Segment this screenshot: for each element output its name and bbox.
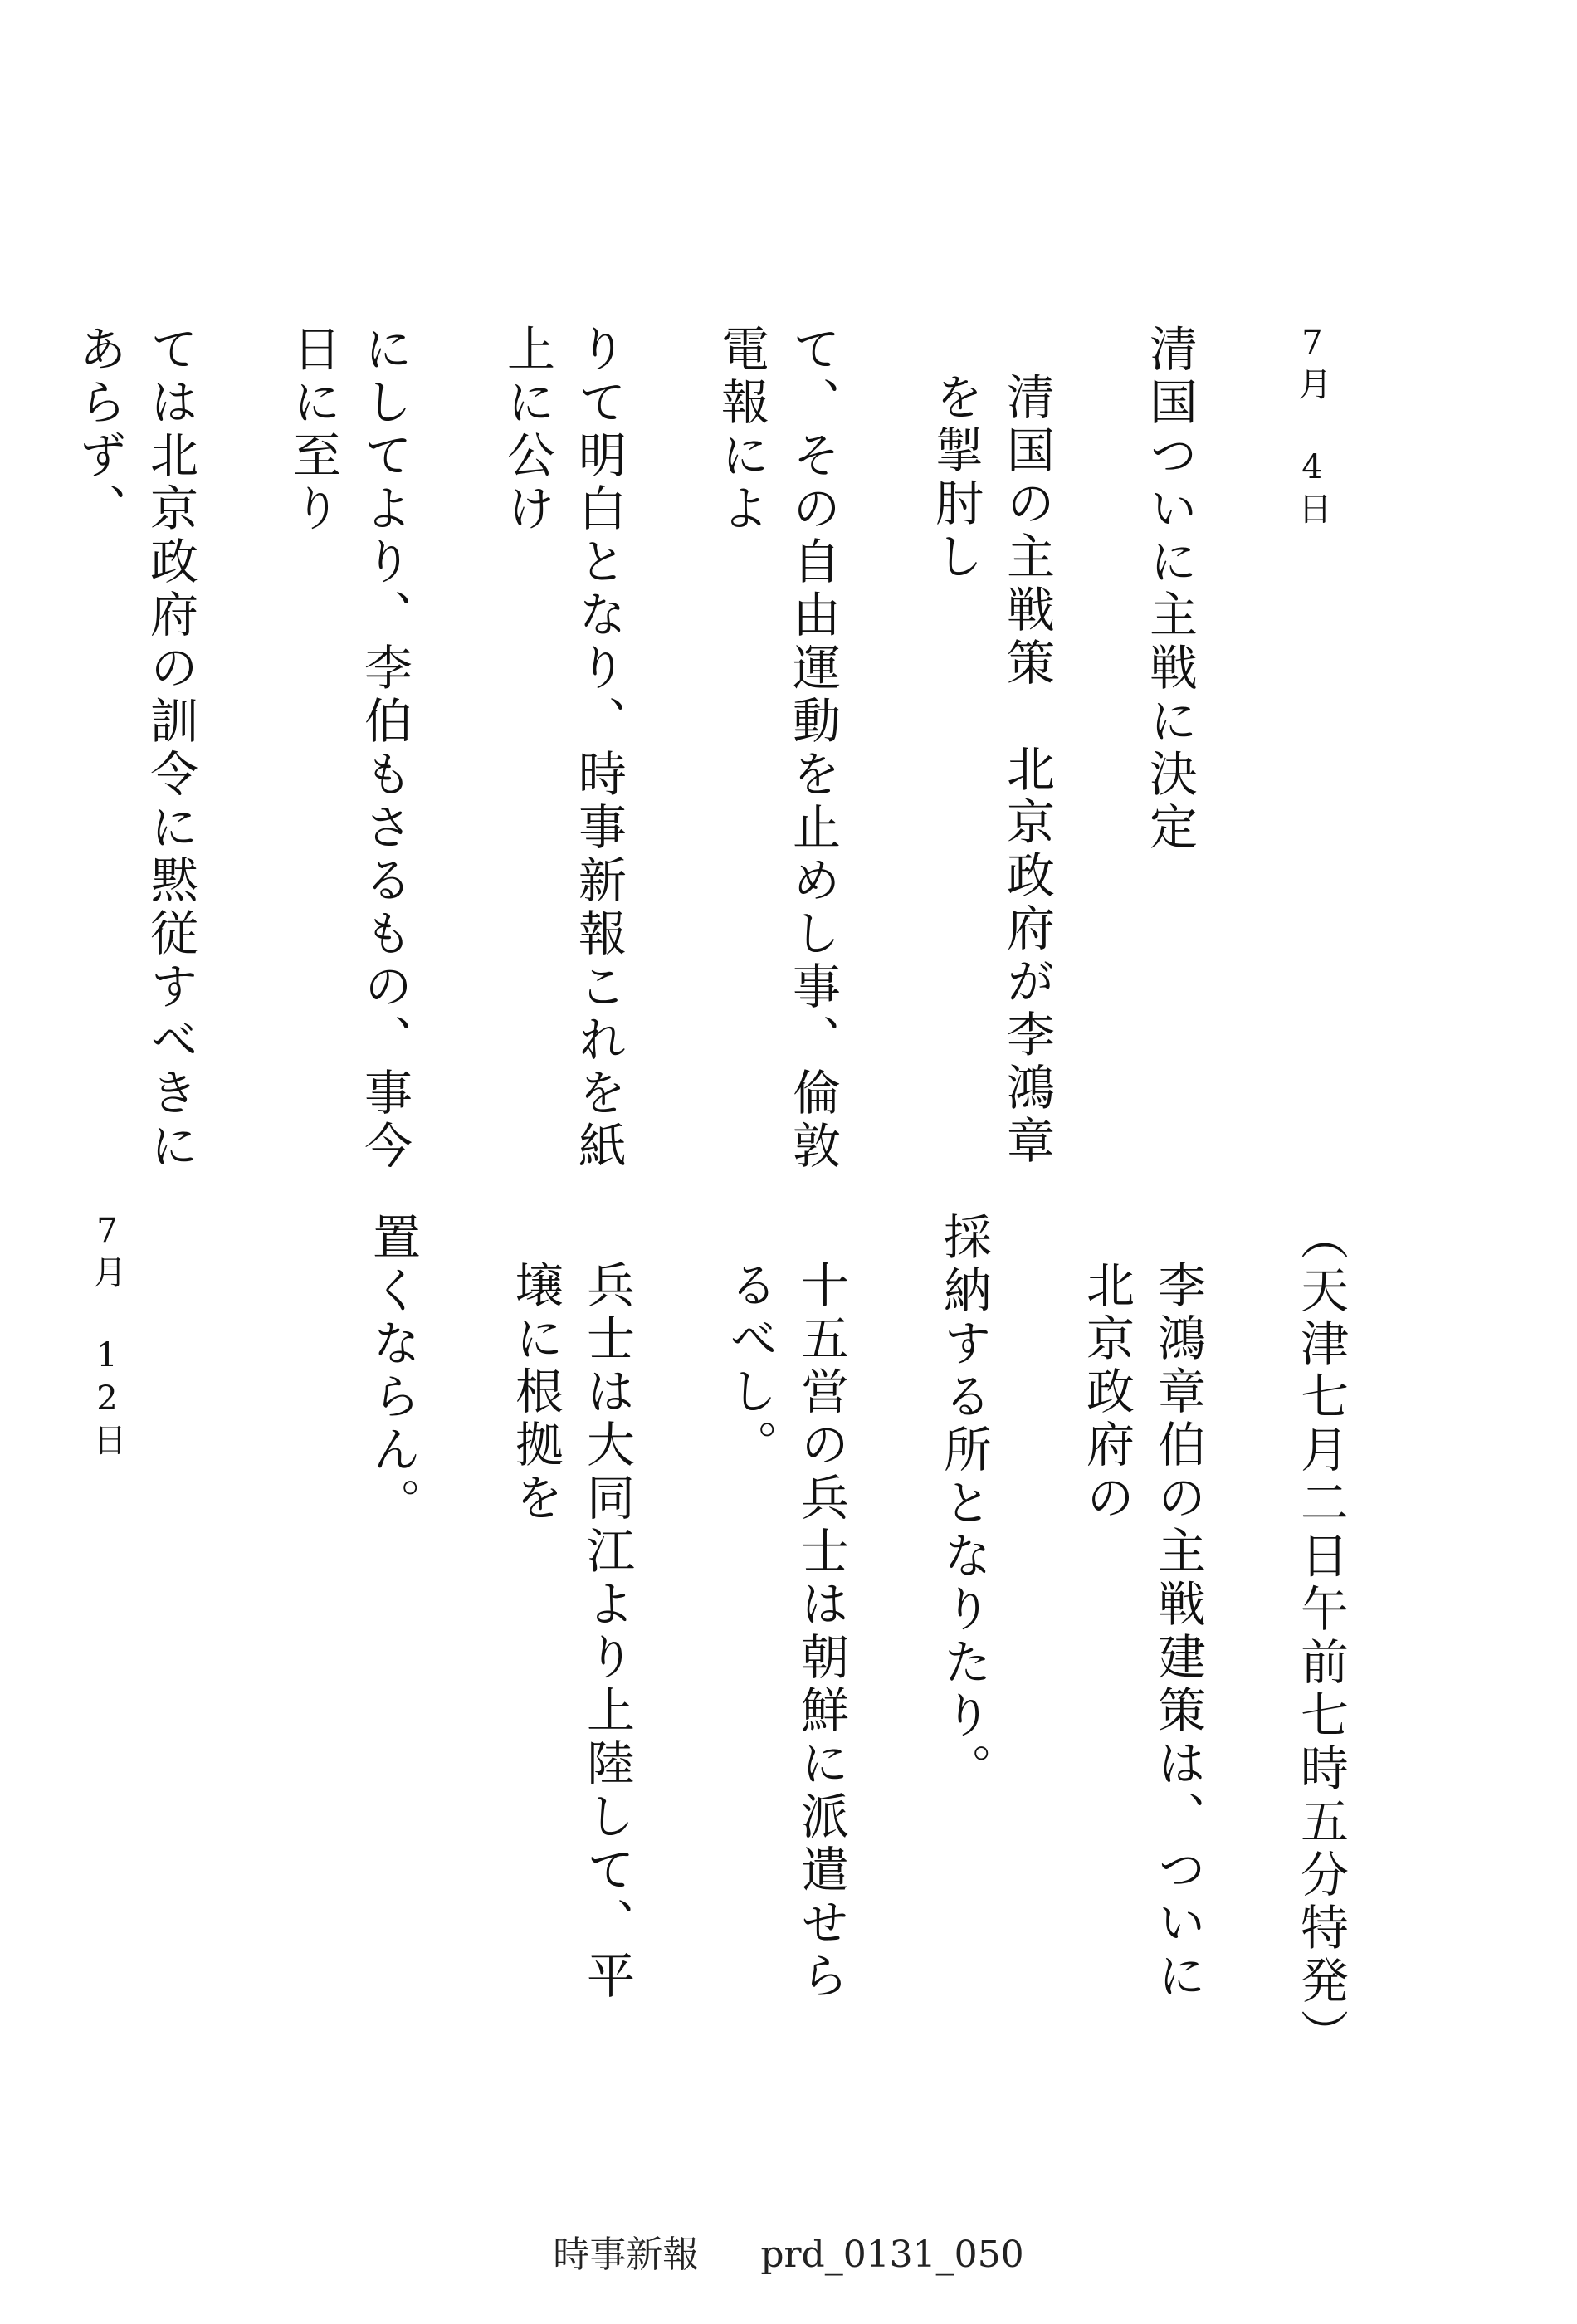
article-date: 7月 12日 [88, 1212, 126, 1461]
body-line: 清国の主戦策 北京政府が李鴻章を掣肘し [927, 372, 1055, 1169]
article-headline: 清国ついに主戦に決定 [1141, 324, 1198, 855]
article-date: 7月 4日 [1293, 324, 1331, 530]
article-top-column-block [0, 324, 1419, 1220]
article-bottom-column-block [0, 1212, 1428, 2062]
footer-source: 時事新報 [553, 2234, 700, 2276]
body-line: ては北京政府の訓令に黙従すべきにあらず、 [71, 324, 198, 1174]
body-line: て、その自由運動を止めし事、倫敦電報によ [713, 324, 841, 1174]
body-line: りて明白となり、時事新報これを紙上に公け [499, 324, 627, 1174]
page-footer [0, 2224, 1577, 2278]
telegram-line: 李鴻章伯の主戦建策は、ついに北京政府の [1078, 1260, 1206, 2004]
spacer [214, 1212, 286, 2042]
telegram-line: 置くならん。 [364, 1212, 421, 1531]
telegram-line: 兵士は大同江より上陸して、平壌に根拠を [507, 1260, 635, 2004]
telegram-header: （天津七月二日午前七時五分特発） [1292, 1212, 1349, 2062]
telegram-line: 採納する所となりたり。 [935, 1212, 992, 1796]
footer-code: prd_0131_050 [760, 2234, 1024, 2276]
telegram-line: 十五営の兵士は朝鮮に派遣せらるべし。 [721, 1260, 849, 2004]
body-line: にしてより、李伯もさるもの、事今日に至り [285, 324, 413, 1174]
